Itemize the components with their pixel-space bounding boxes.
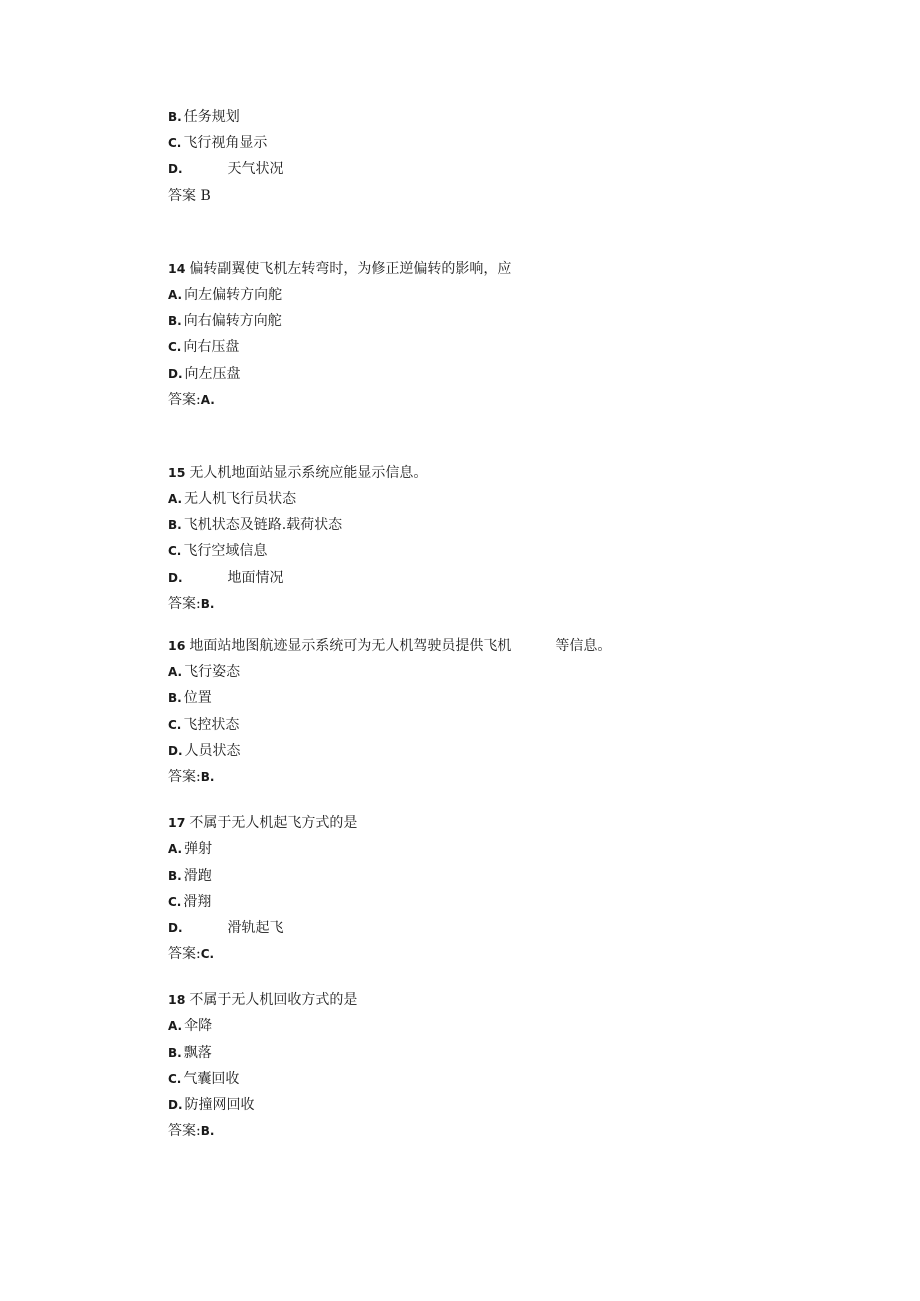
option-d bbox=[168, 565, 788, 591]
question-text: 不属于无人机起飞方式的是 bbox=[189, 815, 358, 832]
answer-line bbox=[168, 591, 788, 617]
question-text: 偏转副翼使飞机左转弯时，为修正逆偏转的影响，应 bbox=[189, 260, 512, 277]
option-text: 飞行视角显示 bbox=[183, 135, 268, 152]
option-d bbox=[168, 915, 788, 941]
option-text: 位置 bbox=[183, 690, 212, 707]
option-text: 气囊回收 bbox=[183, 1070, 240, 1087]
option-label: D. bbox=[168, 743, 183, 758]
question-text: 地面站地图航迹显示系统可为无人机驾驶员提供飞机 bbox=[189, 638, 512, 654]
option-label: A. bbox=[168, 287, 183, 302]
option-text: 飞机状态及链路.载荷状态 bbox=[183, 517, 343, 534]
answer-prefix: 答案: bbox=[168, 1123, 201, 1140]
option-text: 无人机飞行员状态 bbox=[184, 491, 297, 508]
option-label: C. bbox=[168, 136, 182, 151]
question-number: 14 bbox=[168, 260, 186, 276]
option-label: D. bbox=[168, 920, 183, 935]
option-text: 飞行姿态 bbox=[184, 664, 241, 681]
answer-value: A. bbox=[200, 392, 215, 407]
option-b bbox=[168, 512, 788, 538]
question-text: 不属于无人机回收方式的是 bbox=[189, 992, 358, 1009]
option-text: 飘落 bbox=[183, 1044, 212, 1061]
option-label: C. bbox=[168, 894, 182, 909]
option-c bbox=[168, 712, 788, 738]
question-stem bbox=[168, 256, 788, 282]
answer-line bbox=[168, 1118, 788, 1144]
option-label: D. bbox=[168, 162, 183, 177]
question-number: 17 bbox=[168, 815, 186, 831]
option-label: C. bbox=[168, 1071, 182, 1086]
question-stem bbox=[168, 810, 788, 836]
option-b bbox=[168, 685, 788, 711]
answer-prefix: 答案: bbox=[168, 595, 201, 612]
answer-value: C. bbox=[200, 947, 215, 962]
option-label: D. bbox=[168, 1098, 183, 1112]
option-c bbox=[168, 334, 788, 360]
option-text: 向右压盘 bbox=[183, 339, 240, 356]
option-text: 滑跑 bbox=[183, 867, 212, 884]
option-label: B. bbox=[168, 1045, 182, 1060]
option-c bbox=[168, 538, 788, 564]
option-text: 天气状况 bbox=[227, 161, 284, 178]
document-page bbox=[168, 104, 788, 1144]
question-stem bbox=[168, 987, 788, 1013]
option-a bbox=[168, 659, 788, 685]
answer-line bbox=[168, 941, 788, 967]
question-text-tail: 等信息。 bbox=[555, 638, 612, 654]
option-d bbox=[168, 361, 788, 387]
option-label: D. bbox=[168, 366, 183, 381]
option-a bbox=[168, 836, 788, 862]
question-number: 16 bbox=[168, 638, 186, 653]
answer-prefix: 答案: bbox=[168, 946, 201, 963]
question-15 bbox=[168, 460, 788, 617]
option-a bbox=[168, 1013, 788, 1039]
question-17 bbox=[168, 810, 788, 967]
answer-text: 答案 B bbox=[168, 187, 211, 204]
option-label: D. bbox=[168, 570, 183, 585]
option-text: 人员状态 bbox=[184, 742, 241, 759]
option-b bbox=[168, 308, 788, 334]
answer-value: B. bbox=[200, 1124, 215, 1139]
option-label: B. bbox=[168, 314, 182, 329]
question-number: 18 bbox=[168, 992, 186, 1008]
question-text: 无人机地面站显示系统应能显示信息。 bbox=[189, 464, 428, 481]
answer-line bbox=[168, 387, 788, 413]
option-c bbox=[168, 130, 788, 156]
option-d bbox=[168, 1092, 788, 1118]
option-label: C. bbox=[168, 544, 182, 559]
question-stem bbox=[168, 633, 788, 659]
option-text: 弹射 bbox=[184, 841, 213, 858]
answer-value: B. bbox=[200, 596, 215, 611]
option-label: A. bbox=[168, 1019, 183, 1034]
option-label: C. bbox=[168, 340, 182, 355]
answer-line bbox=[168, 764, 788, 790]
option-a bbox=[168, 282, 788, 308]
answer-value: B. bbox=[200, 769, 215, 784]
question-14 bbox=[168, 256, 788, 413]
question-number: 15 bbox=[168, 464, 186, 480]
option-label: B. bbox=[168, 518, 182, 533]
option-text: 向左偏转方向舵 bbox=[184, 286, 283, 303]
option-label: B. bbox=[168, 110, 182, 124]
option-text: 滑轨起飞 bbox=[227, 919, 284, 936]
option-label: B. bbox=[168, 691, 182, 706]
option-label: B. bbox=[168, 868, 182, 883]
option-b bbox=[168, 863, 788, 889]
option-c bbox=[168, 889, 788, 915]
question-18 bbox=[168, 987, 788, 1144]
option-c bbox=[168, 1066, 788, 1092]
question-13 bbox=[168, 104, 788, 209]
option-a bbox=[168, 486, 788, 512]
option-text: 向右偏转方向舵 bbox=[183, 313, 282, 330]
question-stem bbox=[168, 460, 788, 486]
option-b bbox=[168, 1040, 788, 1066]
option-b bbox=[168, 104, 788, 130]
option-text: 伞降 bbox=[184, 1018, 213, 1035]
question-16 bbox=[168, 633, 788, 790]
option-text: 地面情况 bbox=[227, 569, 284, 586]
answer-prefix: 答案: bbox=[168, 768, 201, 785]
option-label: A. bbox=[168, 842, 183, 857]
answer-line bbox=[168, 183, 788, 209]
option-text: 飞控状态 bbox=[183, 716, 240, 733]
option-text: 滑翔 bbox=[183, 893, 212, 910]
option-d bbox=[168, 738, 788, 764]
option-text: 飞行空域信息 bbox=[183, 543, 268, 560]
answer-prefix: 答案: bbox=[168, 391, 201, 408]
option-label: A. bbox=[168, 665, 183, 680]
option-text: 任务规划 bbox=[183, 109, 240, 125]
option-text: 防撞网回收 bbox=[184, 1097, 255, 1113]
option-text: 向左压盘 bbox=[184, 365, 241, 382]
option-label: A. bbox=[168, 492, 183, 507]
option-label: C. bbox=[168, 717, 182, 732]
option-d bbox=[168, 156, 788, 182]
